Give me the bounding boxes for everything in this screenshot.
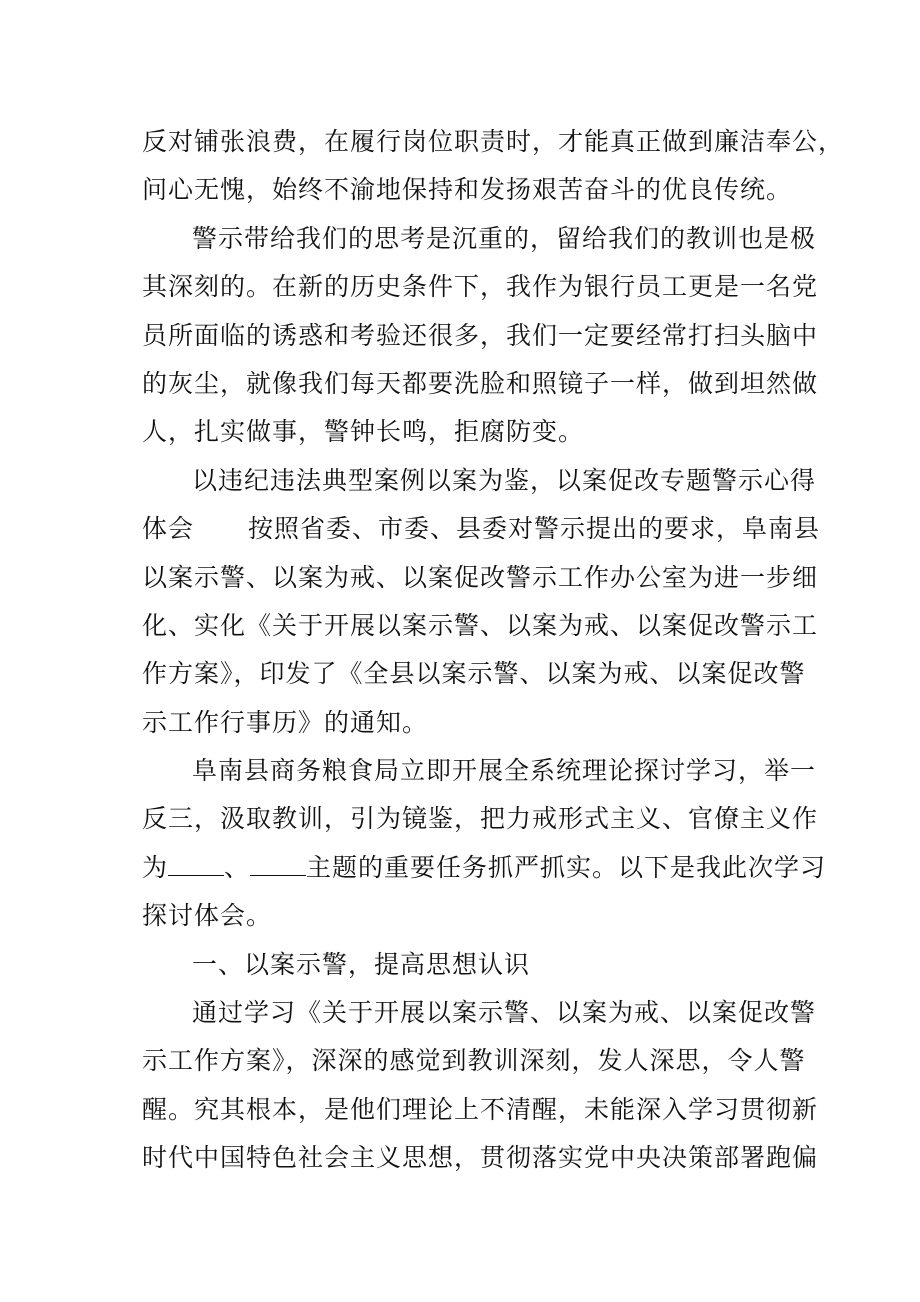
text-line-content: 一、以案示警，提高思想认识 [192, 949, 531, 979]
text-line-content: 的灰尘，就像我们每天都要洗脸和照镜子一样，做到坦然做 [142, 368, 819, 398]
text-line-content: 反三，汲取教训，引为镜鉴，把力戒形式主义、官僚主义作 [142, 804, 819, 834]
text-line [142, 989, 817, 1037]
text-line-content: 阜南县商务粮食局立即开展全系统理论探讨学习，举一 [192, 756, 817, 786]
text-line-content: 体会 [142, 514, 195, 544]
text-line [142, 457, 817, 505]
text-line [142, 360, 819, 408]
text-line [142, 215, 817, 263]
text-line-content: 以违纪违法典型案例以案为鉴，以案促改专题警示心得 [192, 465, 817, 495]
text-line [142, 650, 806, 698]
text-line-content: 作方案》，印发了《全县以案示警、以案为戒、以案促改警 [142, 659, 806, 689]
text-line-content: 、 [224, 852, 251, 882]
text-line-content: 通过学习《关于开展以案示警、以案为戒、以案促改警 [192, 998, 817, 1028]
text-line [142, 699, 782, 747]
text-line [142, 166, 793, 214]
text-line [142, 844, 827, 892]
text-line-content: 人，扎实做事，警钟长鸣，拒腐防变。 [142, 417, 585, 447]
text-line [142, 408, 782, 456]
text-line-content: 按照省委、市委、县委对警示提出的要求，阜南县 [248, 514, 821, 544]
fill-in-blank [250, 851, 306, 876]
text-line [142, 1037, 806, 1085]
text-line-content: 主题的重要任务抓严抓实。以下是我此次学习 [306, 852, 827, 882]
text-line [142, 602, 819, 650]
text-line [142, 1134, 819, 1182]
text-line-content: 示工作行事历》的通知。 [142, 707, 429, 737]
text-line-content: 化、实化《关于开展以案示警、以案为戒、以案促改警示工 [142, 610, 819, 640]
text-line-content: 其深刻的。在新的历史条件下，我作为银行员工更是一名党 [142, 272, 819, 302]
text-line [142, 263, 819, 311]
text-line-content: 反对铺张浪费，在履行岗位职责时，才能真正做到廉洁奉公， [142, 127, 845, 156]
text-line-content: 探讨体会。 [142, 901, 273, 931]
text-line [142, 505, 821, 553]
text-line [142, 747, 817, 795]
section-heading [142, 941, 782, 989]
text-line-content: 问心无愧，始终不渝地保持和发扬艰苦奋斗的优良传统。 [142, 175, 793, 205]
document-body [142, 118, 845, 1183]
text-line [142, 795, 819, 843]
text-line [142, 1086, 819, 1134]
text-line-content: 为 [142, 852, 169, 882]
text-line-content: 醒。究其根本，是他们理论上不清醒，未能深入学习贯彻新 [142, 1094, 819, 1124]
text-line [142, 118, 845, 166]
text-line-content: 警示带给我们的思考是沉重的，留给我们的教训也是极 [192, 223, 817, 253]
text-line-content: 示工作方案》，深深的感觉到教训深刻，发人深思，令人警 [142, 1046, 806, 1076]
text-line-content: 员所面临的诱惑和考验还很多，我们一定要经常打扫头脑中 [142, 320, 819, 350]
text-line [142, 892, 782, 940]
text-line-content: 时代中国特色社会主义思想，贯彻落实党中央决策部署跑偏 [142, 1143, 819, 1173]
fill-in-blank [168, 851, 224, 876]
text-line [142, 312, 819, 360]
text-line [142, 554, 819, 602]
text-line-content: 以案示警、以案为戒、以案促改警示工作办公室为进一步细 [142, 562, 819, 592]
